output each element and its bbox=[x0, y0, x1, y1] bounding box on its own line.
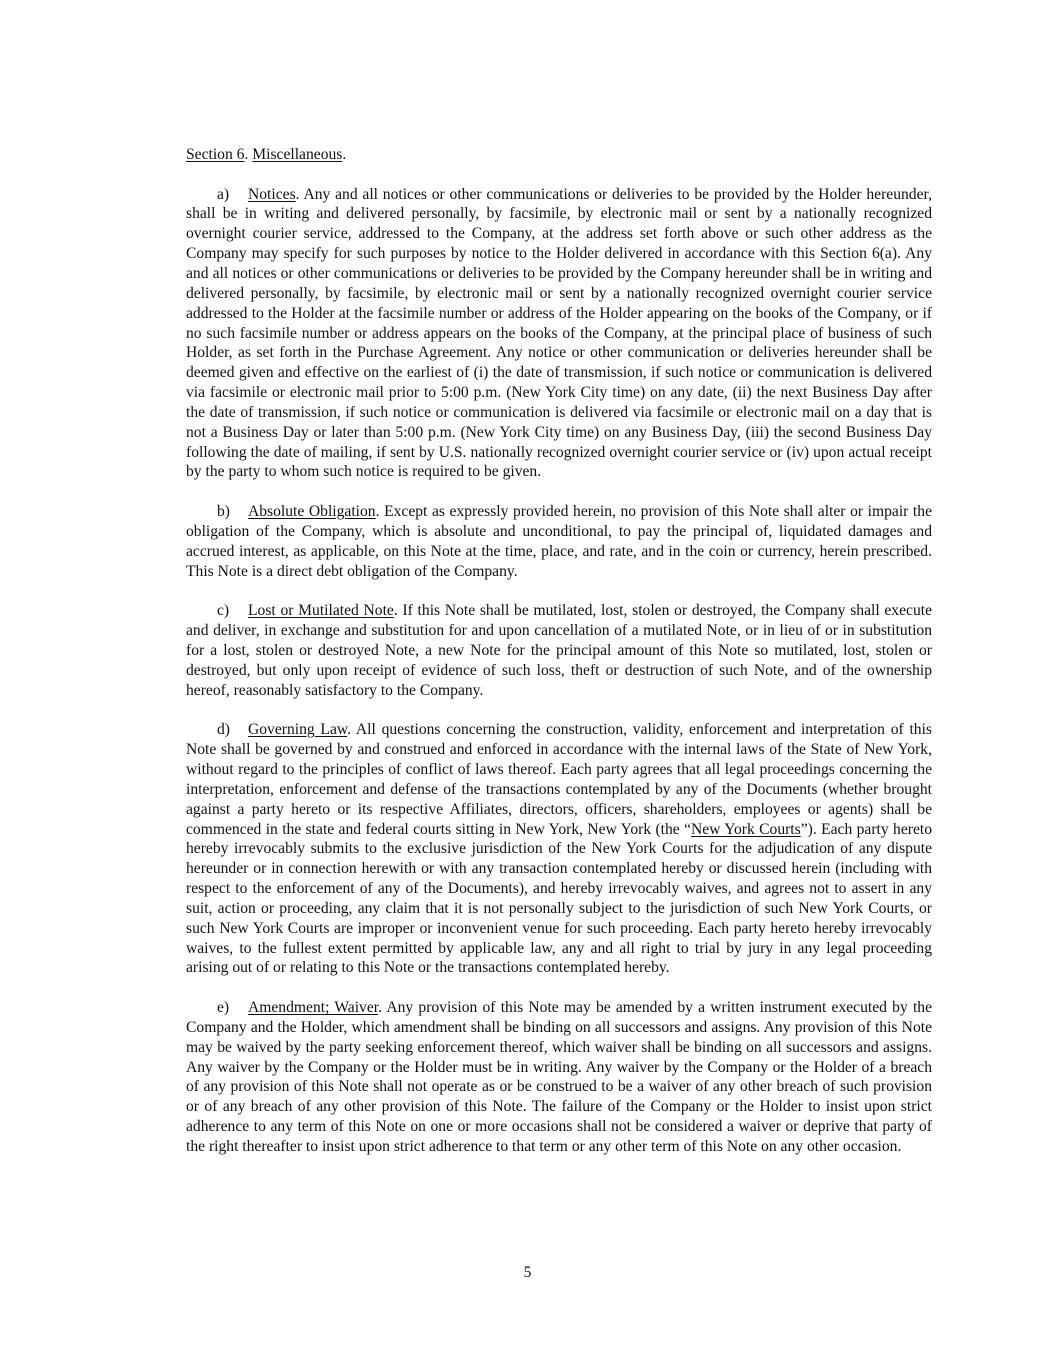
paragraph-title: Amendment; Waiver bbox=[248, 999, 379, 1017]
document-page bbox=[186, 145, 932, 1177]
paragraph-body-after: ”). Each party hereto hereby irrevocably submits to the exclusive jurisdiction of the New York Courts for the adjudication of any dispute hereunder or in connection herewith or with any transaction contemplated hereby or discussed herein (including with respect to the enforcement of any of the Documents), and hereby irrevocably waives, and agrees not to assert in any suit, action or proceeding, any claim that it is not personally subject to the jurisdiction of such New York Courts, or such New York Courts are improper or inconvenient venue for such proceeding. Each party hereto hereby irrevocably waives, to the fullest extent permitted by applicable law, any and all right to trial by jury in any legal proceeding arising out of or relating to this Note or the transactions contemplated hereby. bbox=[186, 820, 932, 977]
paragraph-body: . Except as expressly provided herein, no provision of this Note shall alter or impair the obligation of the Company, which is absolute and unconditional, to pay the principal of, liquidated damages and accrued interest, as applicable, on this Note at the time, place, and rate, and in the coin or currency, herein prescribed. This Note is a direct debt obligation of the Company. bbox=[186, 503, 932, 580]
paragraph-amendment-waiver bbox=[186, 998, 932, 1157]
paragraph-body: . Any and all notices or other communications or deliveries to be provided by the Holder hereunder, shall be in writing and delivered personally, by facsimile, by electronic mail or sent by a nationally recognized overnight courier service, addressed to the Company, at the address set forth above or such other address as the Company may specify for such purposes by notice to the Holder delivered in accordance with this Section 6(a). Any and all notices or other communications or deliveries to be provided by the Company hereunder shall be in writing and delivered personally, by facsimile, by electronic mail or sent by a nationally recognized overnight courier service addressed to the Holder at the facsimile number or address of the Holder appearing on the books of the Company, or if no such facsimile number or address appears on the books of the Company, at the principal place of business of such Holder, as set forth in the Purchase Agreement. Any notice or other communication or deliveries hereunder shall be deemed given and effective on the earliest of (i) the date of transmission, if such notice or communication is delivered via facsimile or electronic mail prior to 5:00 p.m. (New York City time) on any date, (ii) the next Business Day after the date of transmission, if such notice or communication is delivered via facsimile or electronic mail on a day that is not a Business Day or later than 5:00 p.m. (New York City time) on any Business Day, (iii) the second Business Day following the date of mailing, if sent by U.S. nationally recognized overnight courier service or (iv) upon actual receipt by the party to whom such notice is required to be given. bbox=[186, 185, 932, 481]
section-heading bbox=[186, 145, 932, 165]
paragraph-label: e) bbox=[217, 999, 230, 1017]
paragraph-notices bbox=[186, 185, 932, 483]
paragraph-title: Governing Law bbox=[248, 721, 348, 739]
paragraph-label: a) bbox=[217, 185, 230, 203]
section-heading-sep: . bbox=[244, 146, 253, 163]
section-heading-end: . bbox=[342, 146, 347, 163]
paragraph-governing-law bbox=[186, 720, 932, 978]
page-number: 5 bbox=[523, 1264, 532, 1281]
paragraph-title: Absolute Obligation bbox=[248, 503, 376, 521]
paragraph-label: c) bbox=[217, 602, 230, 620]
paragraph-label: b) bbox=[217, 503, 230, 521]
paragraph-body-before: . All questions concerning the construction, validity, enforcement and interpretation of this Note shall be governed by and construed and enforced in accordance with the internal laws of the State of New York, without regard to the principles of conflict of laws thereof. Each party agrees that all legal proceedings concerning the interpretation, enforcement and defense of the transactions contemplated by any of the Documents (whether brought against a party hereto or its respective Affiliates, directors, officers, shareholders, employees or agents) shall be commenced in the state and federal courts sitting in New York, New York (the “ bbox=[186, 721, 932, 838]
paragraph-absolute-obligation bbox=[186, 502, 932, 581]
section-number: Section 6 bbox=[186, 146, 245, 163]
defined-term: New York Courts bbox=[691, 820, 801, 838]
paragraph-lost-or-mutilated-note bbox=[186, 601, 932, 700]
paragraph-label: d) bbox=[217, 721, 230, 739]
section-title: Miscellaneous bbox=[252, 146, 343, 163]
paragraph-body: . If this Note shall be mutilated, lost, stolen or destroyed, the Company shall execute and deliver, in exchange and substitution for and upon cancellation of a mutilated Note, or in lieu of or in substitution for a lost, stolen or destroyed Note, a new Note for the principal amount of this Note so mutilated, lost, stolen or destroyed, but only upon receipt of evidence of such loss, theft or destruction of such Note, and of the ownership hereof, reasonably satisfactory to the Company. bbox=[186, 602, 932, 699]
paragraph-title: Notices bbox=[248, 185, 296, 203]
paragraph-body: . Any provision of this Note may be amended by a written instrument executed by the Company and the Holder, which amendment shall be binding on all successors and assigns. Any provision of this Note may be waived by the party seeking enforcement thereof, which waiver shall be binding on all successors and assigns. Any waiver by the Company or the Holder must be in writing. Any waiver by the Company or the Holder of a breach of any provision of this Note shall not operate as or be construed to be a waiver of any other breach of such provision or of any breach of any other provision of this Note. The failure of the Company or the Holder to insist upon strict adherence to any term of this Note on one or more occasions shall not be considered a waiver or deprive that party of the right thereafter to insist upon strict adherence to that term or any other term of this Note on any other occasion. bbox=[186, 999, 932, 1155]
paragraph-title: Lost or Mutilated Note bbox=[248, 602, 394, 620]
